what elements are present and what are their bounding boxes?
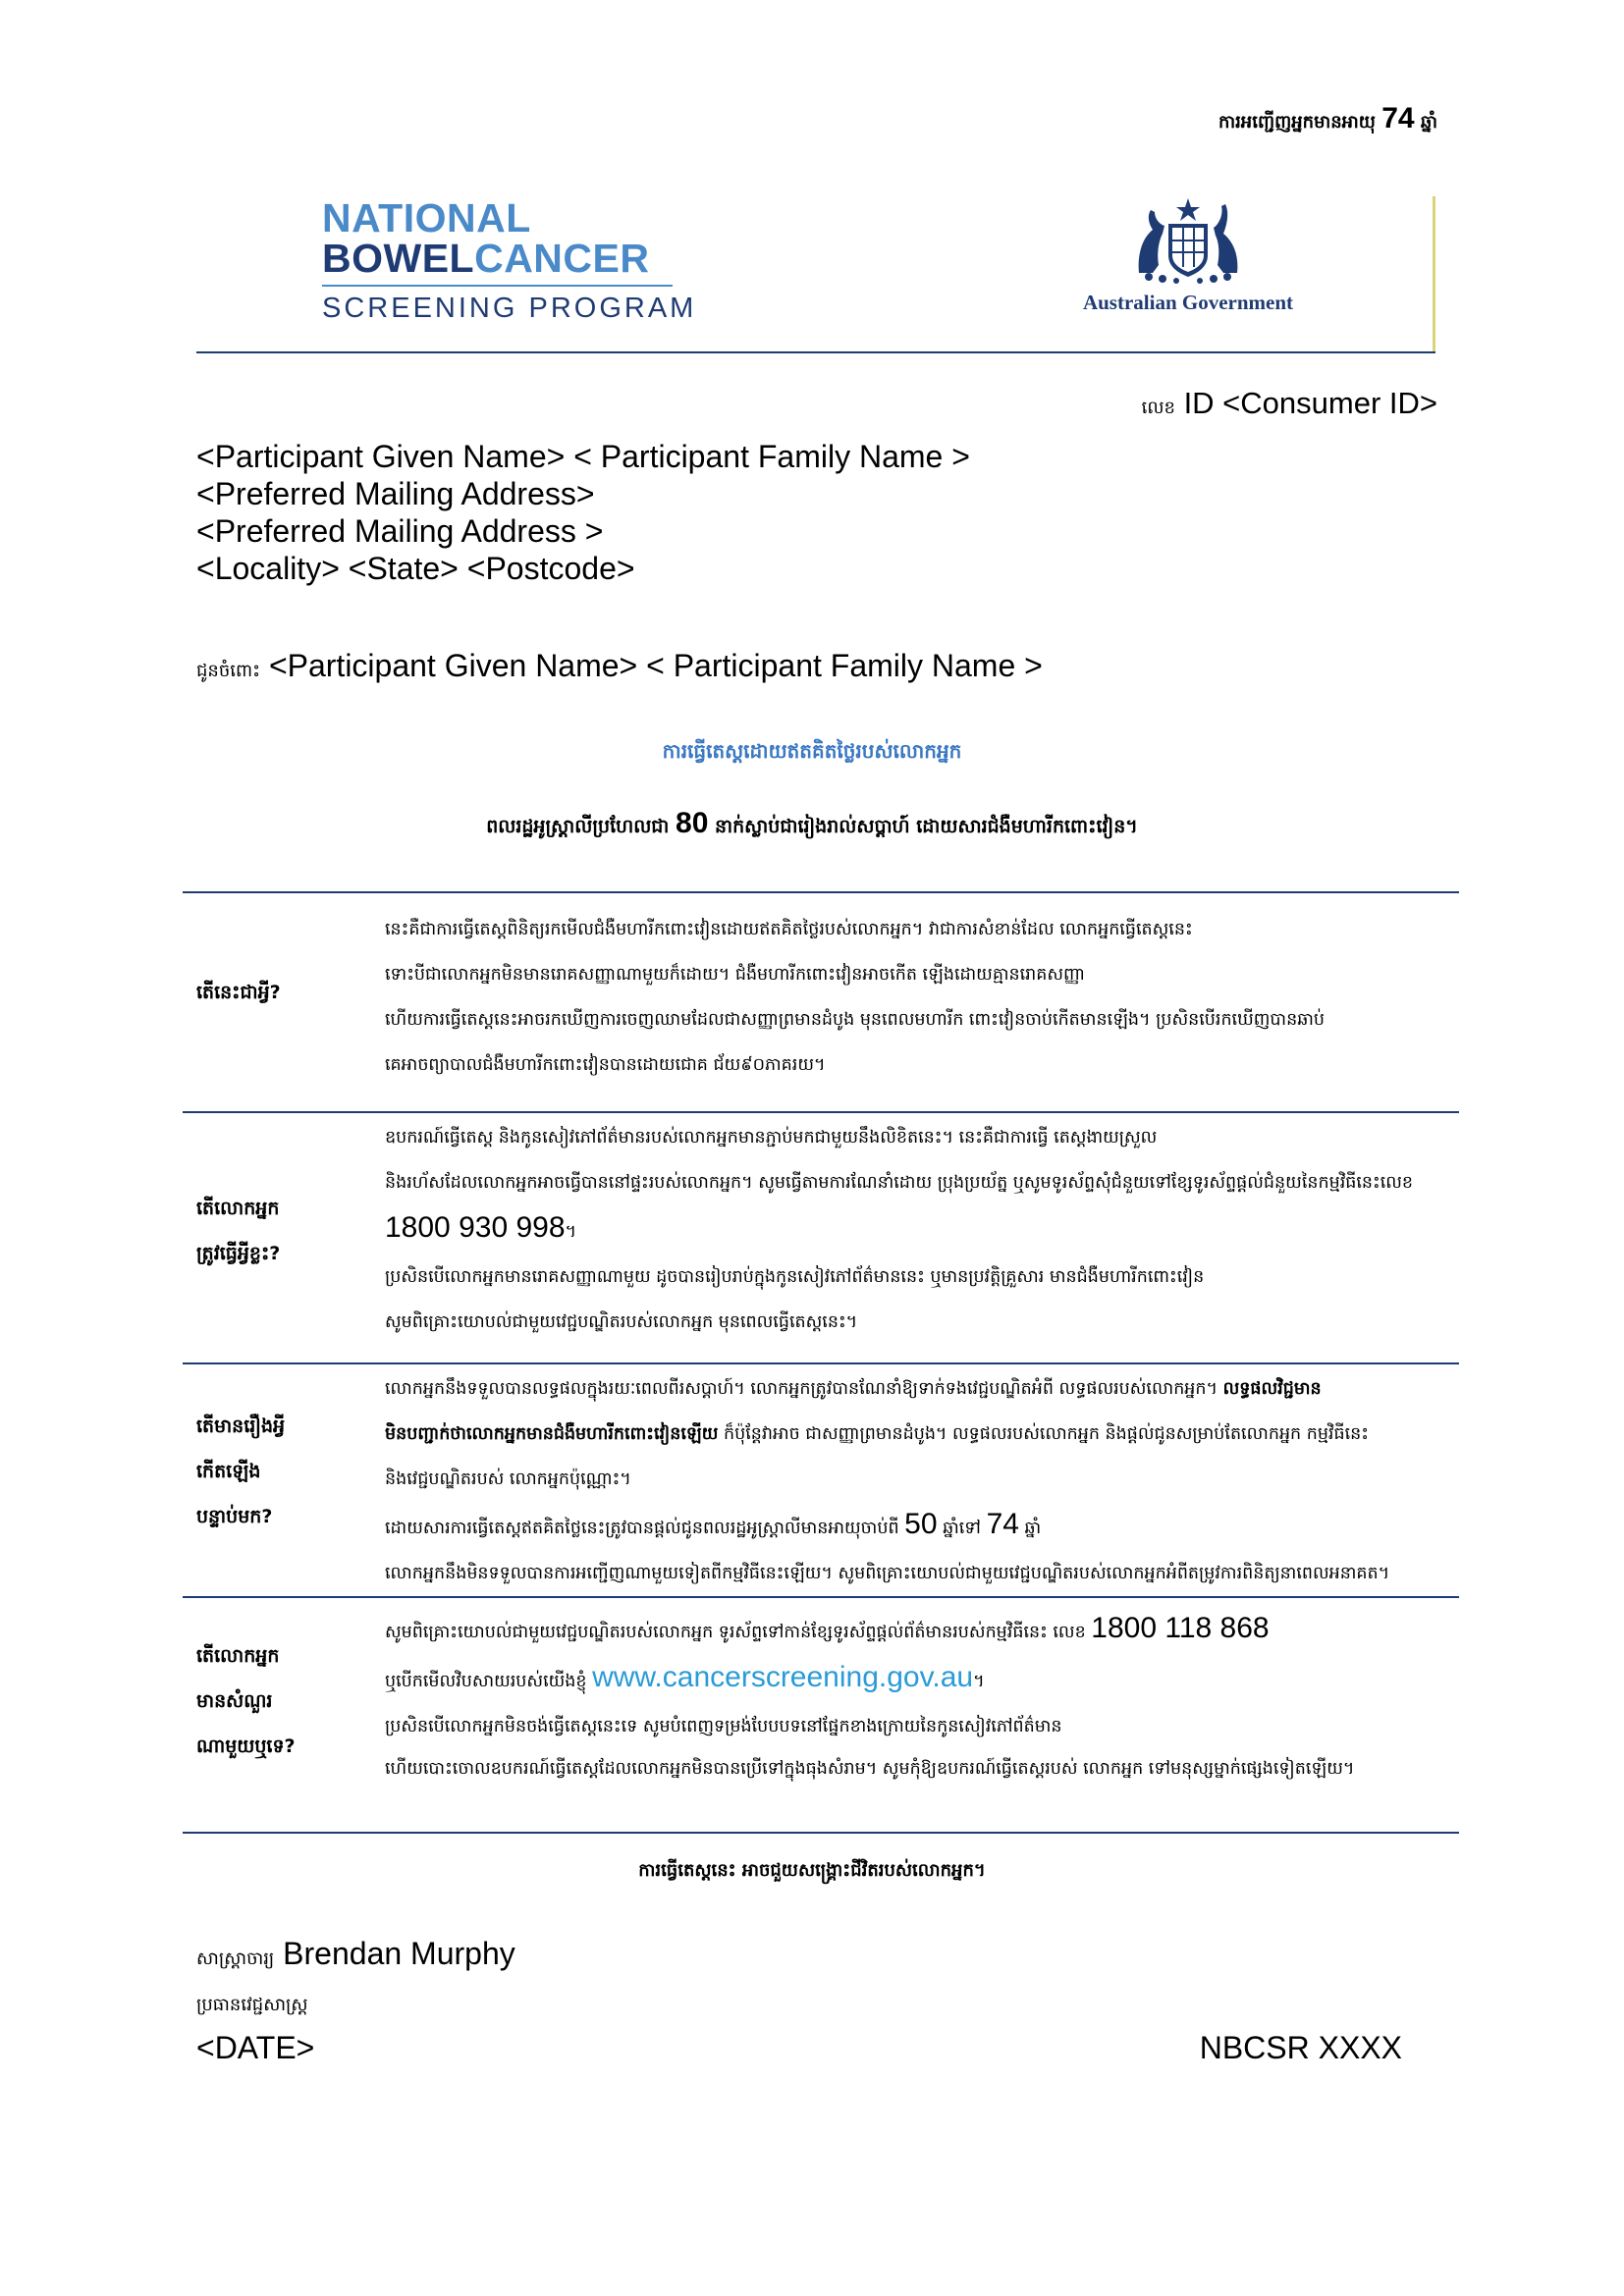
letter-date: <DATE> bbox=[196, 2030, 315, 2065]
reference-code: NBCSR XXXX bbox=[1199, 2030, 1402, 2065]
helpline-phone: 1800 930 998 bbox=[385, 1211, 566, 1244]
section-what-happens-next bbox=[183, 1362, 1459, 1596]
letterhead bbox=[196, 187, 1435, 353]
section-content: ឧបករណ៍ធ្វើតេស្ត និងកូនសៀវភៅព័ត៌មានរបស់លោកអ្នកមានភ្ជាប់មកជាមួយនឹងលិខិតនេះ។ នេះគឺជាការធ្វើ តេស្តងាយស្រួល និងរហ័សដែលលោកអ្នកអាចធ្វើបាននៅផ្ទះរបស់លោកអ្នក។ សូមធ្វើតាមការណែនាំដោយ ប្រុងប្រយ័ត្ន ឬសូមទូរស័ព្ទសុំជំនួយទៅខ្សែទូរស័ព្ទផ្ដល់ជំនួយនៃកម្មវិធីនេះលេខ 1800 930 998។ ប្រសិនបើលោកអ្នកមានរោគសញ្ញាណាមួយ ដូចបានរៀបរាប់ក្នុងកូនសៀវភៅព័ត៌មាននេះ ឬមានប្រវត្តិគ្រួសារ មានជំងឺមហារីកពោះវៀន សូមពិគ្រោះយោបល់ជាមួយវេជ្ជបណ្ឌិតរបស់លោកអ្នក មុនពេលធ្វើតេស្តនេះ។ bbox=[385, 1128, 1414, 1332]
section-label: តើលោកអ្នក ត្រូវធ្វើអ្វីខ្លះ? bbox=[196, 1198, 281, 1264]
signatory-name: Brendan Murphy bbox=[283, 1936, 515, 1971]
section-label: តើមានរឿងអ្វី កើតឡើង បន្ទាប់មក? bbox=[196, 1415, 286, 1527]
section-label: តើលោកអ្នក មានសំណួរ ណាមួយឬទេ? bbox=[196, 1645, 296, 1757]
signatory-title: ប្រធានវេជ្ជសាស្ត្រ bbox=[196, 1995, 308, 2015]
section-questions bbox=[183, 1596, 1459, 1834]
signature: សាស្ត្រាចារ្យ Brendan Murphy bbox=[196, 1936, 515, 1971]
section-content: នេះគឺជាការធ្វើតេស្តពិនិត្យរកមើលជំងឺមហារីកពោះវៀនដោយឥតគិតថ្លៃរបស់លោកអ្នក។ វាជាការសំខាន់ដែល លោកអ្នកធ្វើតេស្តនេះ ទោះបីជាលោកអ្នកមិនមានរោគសញ្ញាណាមួយក៏ដោយ។ ជំងឺមហារីកពោះវៀនអាចកើត ឡើងដោយគ្មានរោគសញ្ញា ហើយការធ្វើតេស្តនេះអាចរកឃើញការចេញឈាមដែលជាសញ្ញាព្រមានដំបូង មុនពេលមហារីក ពោះវៀនចាប់កើតមានឡើង។ ប្រសិនបើរកឃើញបានឆាប់ គេអាចព្យាបាលជំងឺមហារីកពោះវៀនបានដោយជោគ ជ័យ៩០ភាគរយ។ bbox=[385, 920, 1325, 1075]
section-what-to-do bbox=[183, 1111, 1459, 1362]
section-what-is-this bbox=[183, 891, 1459, 1111]
section-label: តើនេះជាអ្វី? bbox=[196, 982, 281, 1003]
info-line-phone: 1800 118 868 bbox=[1091, 1612, 1270, 1644]
consumer-id: លេខ ID <Consumer ID> bbox=[1141, 386, 1437, 420]
section-content: សូមពិគ្រោះយោបល់ជាមួយវេជ្ជបណ្ឌិតរបស់លោកអ្នក ទូរស័ព្ទទៅកាន់ខ្សែទូរស័ព្ទផ្ដល់ព័ត៌មានរបស់កម្មវិធីនេះ លេខ 1800 118 868 ឬបើកមើលវិបសាយរបស់យើងខ្ញុំ www.cancerscreening.gov.au។ ប្រសិនបើលោកអ្នកមិនចង់ធ្វើតេស្តនេះទេ សូមបំពេញទម្រង់បែបបទនៅផ្នែកខាងក្រោយនៃកូនសៀវភៅព័ត៌មាន ហើយបោះចោលឧបករណ៍ធ្វើតេស្តដែលលោកអ្នកមិនបានប្រើទៅក្នុងធុងសំរាម។ សូមកុំឱ្យឧបករណ៍ធ្វើតេស្តរបស់ លោកអ្នក ទៅមនុស្សម្នាក់ផ្សេងទៀតឡើយ។ bbox=[385, 1612, 1355, 1779]
attention-line: ជូនចំពោះ <Participant Given Name> < Participant Family Name > bbox=[196, 648, 1043, 683]
tagline: ពលរដ្ឋអូស្ត្រាលីប្រហែលជា 80 នាក់ស្លាប់ជារៀងរាល់សប្ដាហ៍ ដោយសារជំងឺមហារីកពោះវៀន។ bbox=[486, 807, 1138, 839]
australian-government-logo: Australian Government bbox=[1060, 194, 1316, 315]
info-table bbox=[183, 891, 1459, 1834]
letter-heading: ការធ្វើតេស្តដោយឥតគិតថ្លៃរបស់លោកអ្នក bbox=[662, 739, 962, 763]
mailing-address bbox=[196, 438, 970, 587]
logo-divider bbox=[322, 285, 673, 287]
address-line: <Participant Given Name> < Participant Family Name > bbox=[196, 439, 970, 474]
address-line: <Preferred Mailing Address > bbox=[196, 513, 604, 549]
address-line: <Preferred Mailing Address> bbox=[196, 476, 595, 511]
section-content: លោកអ្នកនឹងទទួលបានលទ្ធផលក្នុងរយៈពេលពីរសប្ដាហ៍។ លោកអ្នកត្រូវបានណែនាំឱ្យទាក់ទងវេជ្ជបណ្ឌិតអំពី លទ្ធផលរបស់លោកអ្នក។ លទ្ធផលវិជ្ជមាន មិនបញ្ជាក់ថាលោកអ្នកមានជំងឺមហារីកពោះវៀនឡើយ ក៏ប៉ុន្តែវាអាច ជាសញ្ញាព្រមានដំបូង។ លទ្ធផលរបស់លោកអ្នក និងផ្តល់ជូនសម្រាប់តែលោកអ្នក កម្មវិធីនេះ និងវេជ្ជបណ្ឌិតរបស់ លោកអ្នកប៉ុណ្ណោះ។ ដោយសារការធ្វើតេស្តឥតគិតថ្លៃនេះត្រូវបានផ្ដល់ជូនពលរដ្ឋអូស្ត្រាលីមានអាយុចាប់ពី 50 ឆ្នាំទៅ 74 ឆ្នាំ លោកអ្នកនឹងមិនទទួលបានការអញ្ជើញណាមួយទៀតពីកម្មវិធីនេះឡើយ។ សូមពិគ្រោះយោបល់ជាមួយវេជ្ជបណ្ឌិតរបស់លោកអ្នកអំពីតម្រូវការពិនិត្យនាពេលអនាគត។ bbox=[385, 1379, 1390, 1583]
website-link[interactable]: www.cancerscreening.gov.au bbox=[592, 1661, 974, 1693]
address-line: <Locality> <State> <Postcode> bbox=[196, 551, 635, 586]
age-number: 74 bbox=[1381, 102, 1415, 134]
age-label: ការអញ្ជើញអ្នកមានអាយុ 74 ឆ្នាំ bbox=[1218, 102, 1437, 134]
header-accent-bar bbox=[1433, 196, 1435, 351]
closing-statement: ការធ្វើតេស្តនេះ អាចជួយសង្គ្រោះជីវិតរបស់លោកអ្នក។ bbox=[638, 1860, 986, 1881]
nbcsp-logo: NATIONAL BOWELCANCER SCREENING PROGRAM bbox=[322, 195, 697, 324]
coat-of-arms-icon bbox=[1119, 194, 1257, 285]
